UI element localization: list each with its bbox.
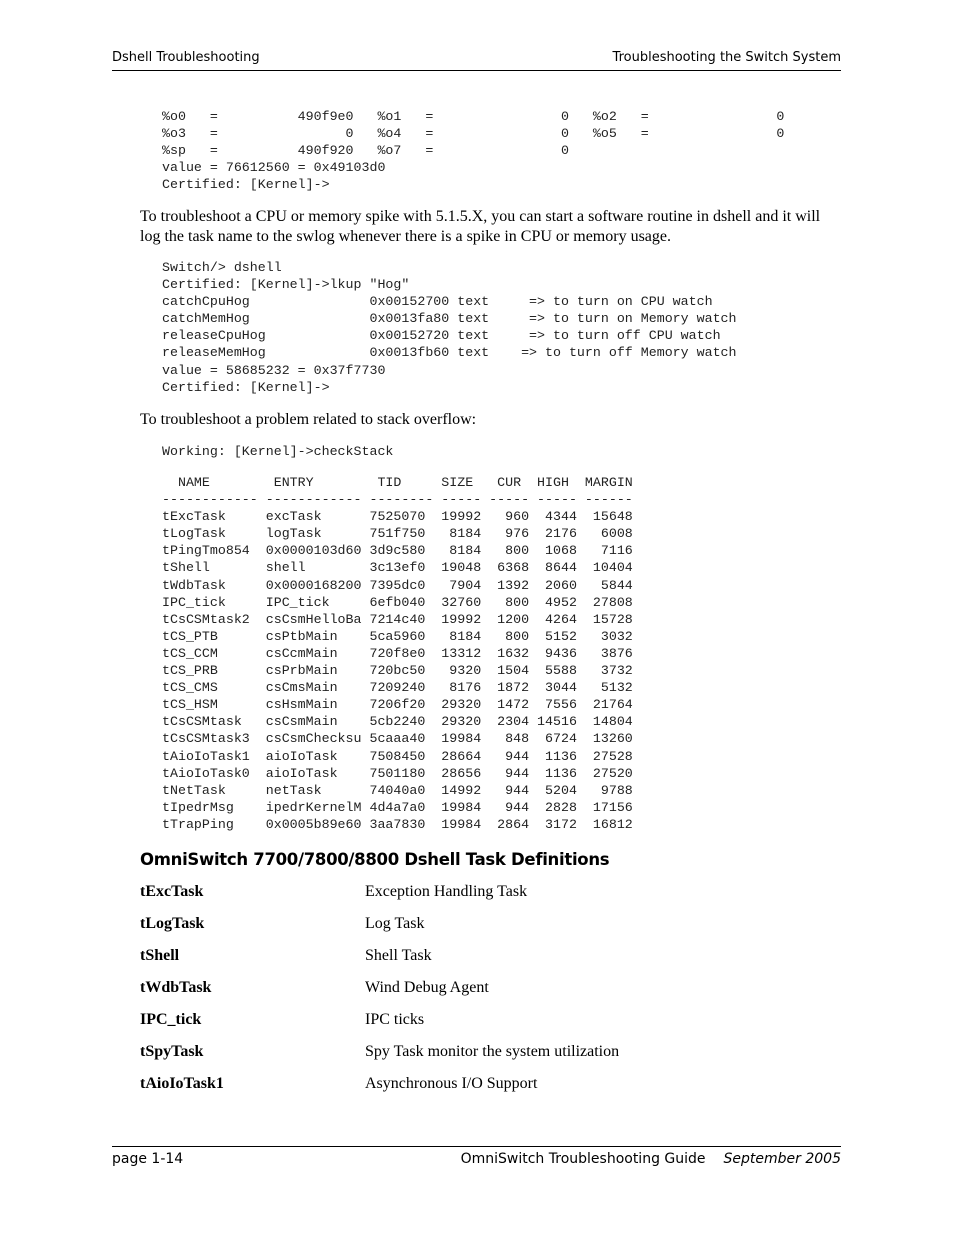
- definition-desc: Asynchronous I/O Support: [365, 1075, 538, 1092]
- page-number: page 1-14: [112, 1151, 184, 1167]
- code-checkstack-command: Working: [Kernel]->checkStack: [162, 444, 394, 459]
- paragraph-cpu-spike: To troubleshoot a CPU or memory spike with 5.1.5.X, you can start a software routine in dshell and it will log the task name to the swlog whenever there is a spike in CPU or memory usage.: [140, 208, 821, 245]
- definition-term: tSpyTask: [140, 1043, 204, 1060]
- definition-term: tAioIoTask1: [140, 1075, 224, 1092]
- definition-desc: Exception Handling Task: [365, 883, 528, 900]
- header-right: Troubleshooting the Switch System: [612, 50, 841, 65]
- definition-desc: Wind Debug Agent: [365, 979, 489, 996]
- definition-row: [140, 914, 842, 946]
- definition-term: IPC_tick: [140, 1011, 202, 1028]
- definition-term: tExcTask: [140, 883, 204, 900]
- publication-date: September 2005: [723, 1151, 841, 1167]
- definition-term: tShell: [140, 947, 180, 964]
- definition-row: [140, 978, 842, 1010]
- definition-row: [140, 882, 842, 914]
- definition-desc: Spy Task monitor the system utilization: [365, 1043, 620, 1060]
- definition-row: [140, 1074, 842, 1106]
- footer-right: [461, 1151, 841, 1167]
- header-left: Dshell Troubleshooting: [112, 50, 260, 65]
- task-definitions-list: [140, 882, 842, 1106]
- guide-title: OmniSwitch Troubleshooting Guide: [460, 1151, 706, 1167]
- page-header: [112, 50, 841, 71]
- definition-desc: Shell Task: [365, 947, 432, 964]
- section-title: OmniSwitch 7700/7800/8800 Dshell Task Definitions: [140, 850, 610, 869]
- definition-row: [140, 1010, 842, 1042]
- definition-row: [140, 946, 842, 978]
- code-registers: %o0 = 490f9e0 %o1 = 0 %o2 = 0 %o3 = 0 %o4 = 0 %o5 = 0 %sp = 490f920 %o7 = 0 value = 76612560 = 0x49103d0 Certified: [Kernel]->: [162, 109, 785, 193]
- definition-row: [140, 1042, 842, 1074]
- definition-desc: Log Task: [365, 915, 425, 932]
- code-hog-lookup: Switch/> dshell Certified: [Kernel]->lkup "Hog" catchCpuHog 0x00152700 text => to turn on CPU watch catchMemHog 0x0013fa80 text => to turn on Memory watch releaseCpuHog 0x00152720 text => to turn off CPU watch releaseMemHog 0x0013fb60 text => to turn off Memory watch value = 58685232 = 0x37f7730 Certified: [Kernel]->: [162, 260, 737, 395]
- page-footer: [112, 1146, 841, 1167]
- paragraph-stack-overflow: To troubleshoot a problem related to stack overflow:: [140, 411, 477, 428]
- definition-term: tWdbTask: [140, 979, 212, 996]
- definition-desc: IPC ticks: [365, 1011, 425, 1028]
- code-checkstack-table: NAME ENTRY TID SIZE CUR HIGH MARGIN ------------ ------------ -------- ----- ----- ----- ------ tExcTask excTask 7525070 19992 960 4344 15648 tLogTask logTask 751f750 8184 976 2176 6008 tPingTmo854 0x0000103d60 3d9c580 8184 800 1068 7116 tShell shell 3c13ef0 19048 6368 8644 10404 tWdbTask 0x0000168200 7395dc0 7904 1392 2060 5844 IPC_tick IPC_tick 6efb040 32760 800 4952 27808 tCsCSMtask2 csCsmHelloBa 7214c40 19992 1200 4264 15728 tCS_PTB csPtbMain 5ca5960 8184 800 5152 3032 tCS_CCM csCcmMain 720f8e0 13312 1632 9436 3876 tCS_PRB csPrbMain 720bc50 9320 1504 5588 3732 tCS_CMS csCmsMain 7209240 8176 1872 3044 5132 tCS_HSM csHsmMain 7206f20 29320 1472 7556 21764 tCsCSMtask csCsmMain 5cb2240 29320 2304 14516 14804 tCsCSMtask3 csCsmChecksu 5caaa40 19984 848 6724 13260 tAioIoTask1 aioIoTask 7508450 28664 944 1136 27528 tAioIoTask0 aioIoTask 7501180 28656 944 1136 27520 tNetTask netTask 74040a0 14992 944 5204 9788 tIpedrMsg ipedrKernelM 4d4a7a0 19984 944 2828 17156 tTrapPing 0x0005b89e60 3aa7830 19984 2864 3172 16812: [162, 475, 633, 832]
- definition-term: tLogTask: [140, 915, 205, 932]
